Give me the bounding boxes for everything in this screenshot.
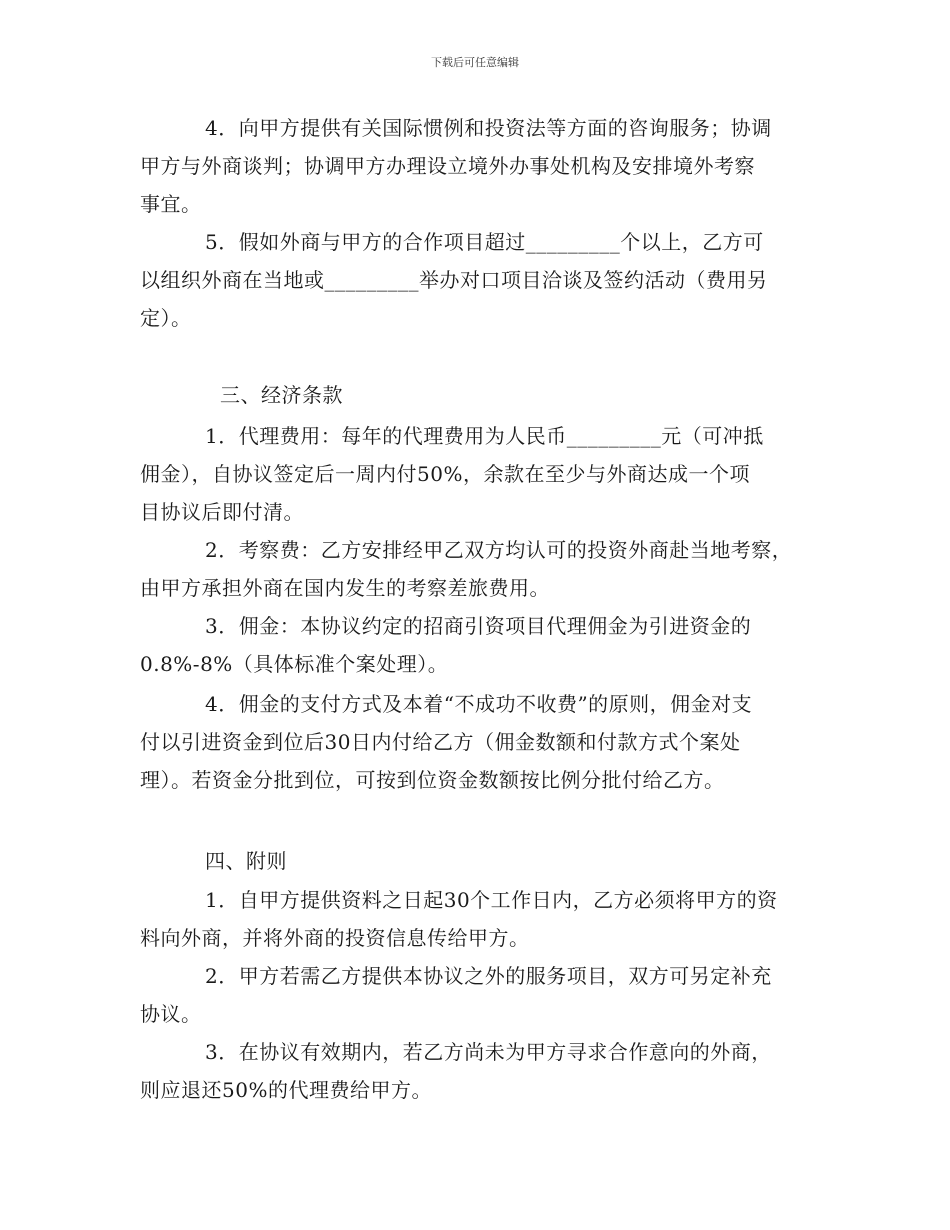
clause-5-line-3: 定）。 — [140, 306, 192, 330]
supplementary-1-line-2: 料向外商，并将外商的投资信息传给甲方。 — [140, 926, 530, 950]
clause-4-line-3: 事宜。 — [140, 192, 202, 216]
clause-5-line-2: 以组织外商在当地或_________举办对口项目洽谈及签约活动（费用另 — [140, 268, 768, 292]
section-heading-supplementary: 四、附则 — [205, 849, 287, 873]
page-header: 下载后可任意编辑 — [431, 56, 519, 69]
supplementary-1-line-1: 1．自甲方提供资料之日起30个工作日内，乙方必须将甲方的资 — [205, 888, 778, 912]
commission-clause-line-2: 0.8%-8%（具体标准个案处理）。 — [140, 652, 449, 676]
supplementary-3-line-2: 则应退还50%的代理费给甲方。 — [140, 1078, 432, 1102]
payment-clause-line-3: 理）。若资金分批到位，可按到位资金数额按比例分批付给乙方。 — [140, 768, 725, 792]
fee-clause-line-2: 佣金），自协议签定后一周内付50%，余款在至少与外商达成一个项 — [140, 462, 750, 486]
inspection-clause-line-2: 由甲方承担外商在国内发生的考察差旅费用。 — [140, 576, 550, 600]
supplementary-2-line-2: 协议。 — [140, 1002, 202, 1026]
payment-clause-line-2: 付以引进资金到位后30日内付给乙方（佣金数额和付款方式个案处 — [140, 730, 741, 754]
clause-4-line-2: 甲方与外商谈判；协调甲方办理设立境外办事处机构及安排境外考察 — [140, 154, 755, 178]
clause-4-line-1: 4．向甲方提供有关国际惯例和投资法等方面的咨询服务；协调 — [205, 116, 772, 140]
section-heading-economic-terms: 三、经济条款 — [220, 383, 343, 407]
supplementary-3-line-1: 3．在协议有效期内，若乙方尚未为甲方寻求合作意向的外商， — [205, 1040, 772, 1064]
inspection-clause-line-1: 2．考察费：乙方安排经甲乙双方均认可的投资外商赴当地考察， — [205, 538, 793, 562]
fee-clause-line-3: 目协议后即付清。 — [140, 500, 304, 524]
commission-clause-line-1: 3．佣金：本协议约定的招商引资项目代理佣金为引进资金的 — [205, 614, 752, 638]
fee-clause-line-1: 1．代理费用：每年的代理费用为人民币_________元（可冲抵 — [205, 424, 764, 448]
clause-5-line-1: 5．假如外商与甲方的合作项目超过_________个以上，乙方可 — [205, 230, 764, 254]
payment-clause-line-1: 4．佣金的支付方式及本着“不成功不收费”的原则，佣金对支 — [205, 692, 753, 716]
supplementary-2-line-1: 2．甲方若需乙方提供本协议之外的服务项目，双方可另定补充 — [205, 964, 772, 988]
